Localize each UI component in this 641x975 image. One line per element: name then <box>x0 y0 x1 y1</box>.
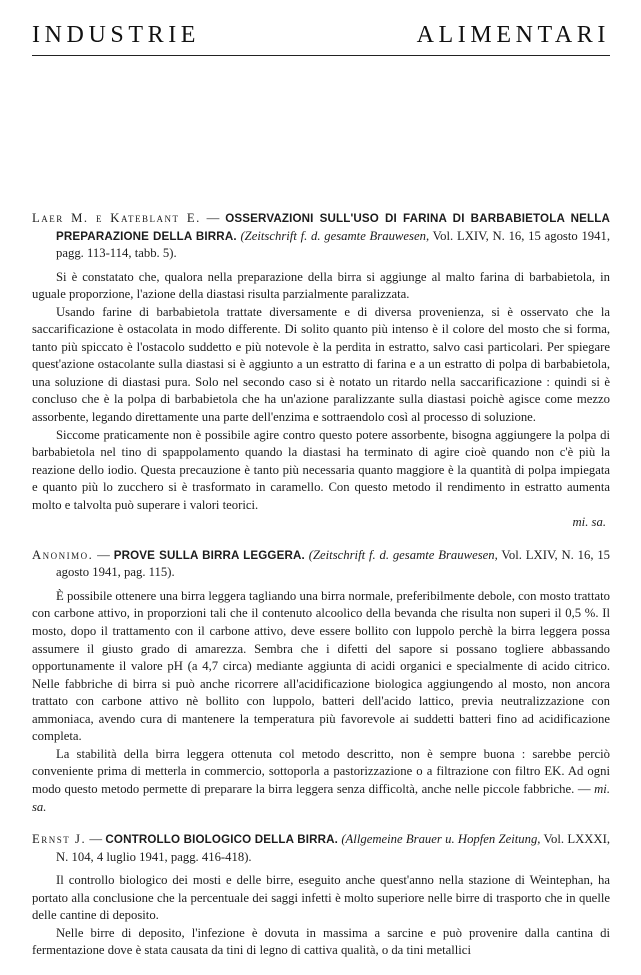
citation-dash: — <box>86 832 106 847</box>
article-title: OSSERVAZIONI SULL'USO DI FARINA DI BARBABIETOLA NELLA PREPARAZIONE DELLA BIRRA. <box>56 212 611 243</box>
article-barbabietola <box>32 210 610 532</box>
source-details: Vol. LXXXI, N. 104, 4 luglio 1941, pagg. 416-418). <box>56 832 610 864</box>
article-title: CONTROLLO BIOLOGICO DELLA BIRRA. <box>105 833 339 847</box>
article-birra-leggera <box>32 547 610 816</box>
article-paragraph: Siccome praticamente non è possibile agire contro questo potere assorbente, bisogna aggiungere la polpa di barbabietola nel tino di spappolamento quando la diastasi ha terminato di agire cioè quando non c'è più la reazione dello iodio. Questa precauzione è tanto più necessaria quanto maggiore è la quantità di polpa impiegata e quanto più lo zucchero si è trasformato in caramello. Con questo metodo il rendimento in estratto aumenta molto e talvolta può superare i valori teorici. <box>32 427 610 512</box>
article-paragraph: Usando farine di barbabietola trattate diversamente e di diversa provenienza, si è osservato che la saccarificazione è ostacolata in modo differente. Di solito quanto più intenso è il colore del mosto che si forma, tanto più spiccato è l'ostacolo suddetto e più notevole è la perdita in estratto, salvo casi particolari. Per spiegare quest'azione ostacolante sulla diastasi si è aggiunto a un estratto di farina e a un estratto di polpa di barbabietola, una soluzione di diastasi pura. Solo nel secondo caso si è notato un ritardo nella saccarificazione : quindi si è concluso che è la polpa di barbabietola che ha un'azione paralizzante sulla diastasi poichè agisce come mezzo assorbente, legando direttamente una parte dell'enzima e sottraendolo così al processo di soluzione. <box>32 304 610 425</box>
article-citation <box>32 831 610 866</box>
paragraph-text: La stabilità della birra leggera ottenuta col metodo descritto, non è sempre buona : sarebbe perciò conveniente prima di metterla in commercio, sottoporla a pastorizzazione o a filtrazione con filtro EK. Ad ogni modo questo metodo permette di preparare la birra leggera senza difficoltà, anche nelle piccole fabbriche. — <box>32 746 610 796</box>
article-paragraph <box>32 746 610 816</box>
source-details: Vol. LXIV, N. 16, 15 agosto 1941, pagg. 113-114, tabb. 5). <box>56 228 610 261</box>
source-details: Vol. LXIV, N. 16, 15 agosto 1941, pag. 115). <box>56 547 611 580</box>
article-title: PROVE SULLA BIRRA LEGGERA. <box>113 548 305 562</box>
header-rule <box>32 55 610 56</box>
article-author: Ernst J. <box>32 832 87 847</box>
journal-name: (Zeitschrift f. d. gesamte Brauwesen, <box>240 228 430 243</box>
journal-name: (Zeitschrift f. d. gesamte Brauwesen, <box>308 547 498 562</box>
article-paragraph: Nelle birre di deposito, l'infezione è dovuta in massima a sarcine e può provenire dalla cantina di fermentazione dove è stata causata da tini di legno di cattiva qualità, o da tini metallici <box>32 925 610 958</box>
citation-dash: — <box>200 211 226 225</box>
article-citation <box>32 547 610 582</box>
article-author: Anonimo. <box>32 547 94 562</box>
journal-name: (Allgemeine Brauer u. Hopfen Zeitung, <box>341 832 541 847</box>
page-header-title: INDUSTRIE ALIMENTARI <box>32 22 610 48</box>
article-controllo-biologico <box>32 831 610 960</box>
author-signature: mi. sa. <box>572 515 606 530</box>
citation-dash: — <box>93 547 114 562</box>
article-citation <box>32 210 610 263</box>
article-author: Laer M. e Kateblant E. <box>32 211 201 225</box>
author-signature: mi. sa. <box>32 781 610 814</box>
article-list <box>32 210 610 975</box>
article-paragraph: È possibile ottenere una birra leggera tagliando una birra normale, preferibilmente debole, con mosto trattato con carbone attivo, in proporzioni tali che il contenuto alcoolico della bevanda che risulta non superi il 0,5 %. Il mosto, dopo il trattamento con il carbone attivo, deve essere bollito con luppolo perchè la birra leggera possa assumere il giusto grado di amarezza. Sembra che i difetti del sapore si possano togliere abbassando opportunamente il valore pH (a 4,7 circa) mediante aggiunta di acidi organici e specialmente di acido citrico. Nelle fabbriche di birra si può anche ricorrere all'acidificazione biologica aggiungendo al mosto, non ancora trattato con carbone attivo nè bollito con luppolo, batteri dell'acido lattico, previa neutralizzazione con ammoniaca, avendo cura di mantenere la temperatura più favorevole ai suddetti batteri fino ad acidificazione completa. <box>32 588 610 744</box>
article-paragraph: Il controllo biologico dei mosti e delle birre, eseguito anche quest'anno nella stazione di Weintephan, ha portato alla conclusione che la percentuale dei saggi infetti è molto superiore nelle birre di trasporto che in quelle delle cantine di deposito. <box>32 873 610 923</box>
article-paragraph: Si è constatato che, qualora nella preparazione della birra si aggiunge al malto farina di barbabietola, in uguale proporzione, l'azione della diastasi risulta parzialmente paralizzata. <box>32 269 610 302</box>
